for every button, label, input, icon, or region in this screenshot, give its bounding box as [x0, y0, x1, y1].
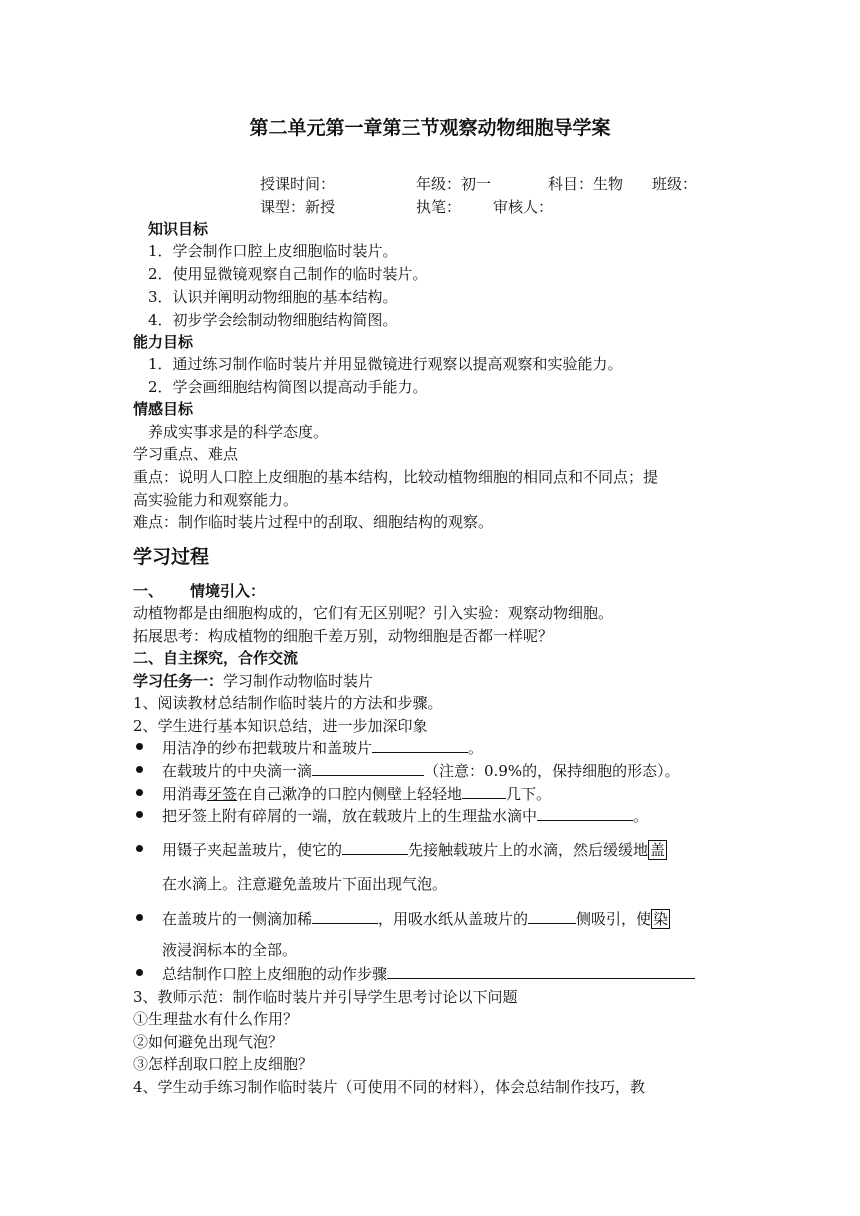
difficulty-line: 难点：制作临时装片过程中的刮取、细胞结构的观察。 — [133, 513, 494, 531]
reviewer-label: 审核人： — [493, 198, 554, 216]
bullet-icon — [136, 914, 143, 921]
section-title: 情境引入： — [190, 582, 266, 600]
bullet-text: 在载玻片的中央滴一滴 — [162, 762, 313, 780]
ability-goal-item: 1．通过练习制作临时装片并用显微镜进行观察以提高观察和实验能力。 — [148, 355, 623, 373]
answer-blank[interactable] — [528, 909, 576, 924]
question-line: ③怎样刮取口腔上皮细胞？ — [133, 1055, 314, 1073]
bullet-continuation: 在水滴上。注意避免盖玻片下面出现气泡。 — [162, 875, 448, 893]
bullet-icon — [136, 789, 143, 796]
intro-line: 拓展思考：构成植物的细胞千差万别，动物细胞是否都一样呢？ — [133, 627, 554, 645]
process-heading: 学习过程 — [133, 546, 210, 568]
knowledge-goals-heading: 知识目标 — [148, 220, 209, 238]
bullet-text: 。 — [633, 807, 649, 825]
lesson-time-label: 授课时间： — [260, 175, 336, 193]
bullet-text: 先接触载玻片上的水滴，然后缓缓地 — [408, 841, 649, 859]
boxed-char: 染 — [653, 910, 669, 928]
bullet-text: ，用吸水纸从盖玻片的 — [378, 910, 529, 928]
bullet-icon — [136, 743, 143, 750]
section-number: 一、 — [133, 582, 164, 600]
bullet-text: 。 — [468, 739, 484, 757]
task-label: 学习任务一： — [133, 672, 224, 690]
task-text: 学习制作动物临时装片 — [223, 672, 374, 690]
question-line: ①生理盐水有什么作用？ — [133, 1010, 299, 1028]
bullet-item — [162, 909, 670, 929]
ability-goal-item: 2．学会画细胞结构简图以提高动手能力。 — [148, 378, 428, 396]
intro-line: 动植物都是由细胞构成的，它们有无区别呢？引入实验：观察动物细胞。 — [133, 604, 614, 622]
bullet-text: 用镊子夹起盖玻片，使它的 — [162, 841, 343, 859]
section-title: 二、自主探究，合作交流 — [133, 649, 299, 667]
grade-label: 年级：初一 — [416, 175, 492, 193]
answer-blank[interactable] — [537, 806, 633, 821]
emotion-goal-text: 养成实事求是的科学态度。 — [148, 423, 329, 441]
key-point-line: 高实验能力和观察能力。 — [133, 491, 299, 509]
step-line: 3、教师示范：制作临时装片并引导学生思考讨论以下问题 — [133, 988, 518, 1006]
answer-blank[interactable] — [387, 964, 695, 979]
answer-blank[interactable] — [312, 909, 378, 924]
bullet-item — [162, 964, 695, 984]
lesson-type-label: 课型：新授 — [260, 198, 336, 216]
bullet-item — [162, 806, 648, 826]
bullet-icon — [136, 811, 143, 818]
focus-heading: 学习重点、难点 — [133, 445, 239, 463]
subject-label: 科目：生物 — [548, 175, 624, 193]
bullet-icon — [136, 845, 143, 852]
emotion-goals-heading: 情感目标 — [133, 400, 194, 418]
bullet-icon — [136, 766, 143, 773]
bullet-text: 几下。 — [506, 785, 552, 803]
bullet-text: 在自己漱净的口腔内侧壁上轻轻地 — [237, 785, 463, 803]
underlined-text: 牙签 — [207, 785, 238, 803]
answer-blank[interactable] — [462, 784, 506, 799]
knowledge-goal-item: 1．学会制作口腔上皮细胞临时装片。 — [148, 242, 398, 260]
answer-blank[interactable] — [312, 761, 424, 776]
bullet-text: 侧吸引，使 — [576, 910, 652, 928]
bullet-text: 用洁净的纱布把载玻片和盖玻片 — [162, 739, 373, 757]
ability-goals-heading: 能力目标 — [133, 333, 194, 351]
step-line: 2、学生进行基本知识总结，进一步加深印象 — [133, 717, 428, 735]
class-label: 班级： — [652, 175, 698, 193]
bullet-icon — [136, 969, 143, 976]
bullet-text: 把牙签上附有碎屑的一端，放在载玻片上的生理盐水滴中 — [162, 807, 538, 825]
bullet-text: 在盖玻片的一侧滴加稀 — [162, 910, 313, 928]
bullet-item — [162, 784, 551, 804]
knowledge-goal-item: 2．使用显微镜观察自己制作的临时装片。 — [148, 265, 428, 283]
bullet-item — [162, 738, 483, 758]
knowledge-goal-item: 4．初步学会绘制动物细胞结构简图。 — [148, 311, 398, 329]
document-title: 第二单元第一章第三节观察动物细胞导学案 — [249, 117, 611, 139]
key-point-line: 重点：说明人口腔上皮细胞的基本结构，比较动植物细胞的相同点和不同点；提 — [133, 468, 659, 486]
question-line: ②如何避免出现气泡？ — [133, 1033, 284, 1051]
step-line: 1、阅读教材总结制作临时装片的方法和步骤。 — [133, 694, 443, 712]
bullet-item — [162, 761, 680, 781]
task-line — [133, 671, 373, 691]
boxed-char: 盖 — [650, 841, 666, 859]
step-line: 4、学生动手练习制作临时装片（可使用不同的材料），体会总结制作技巧，教 — [133, 1078, 646, 1096]
answer-blank[interactable] — [342, 840, 408, 855]
bullet-text: （注意：0.9%的，保持细胞的形态）。 — [424, 762, 680, 780]
bullet-text: 总结制作口腔上皮细胞的动作步骤 — [162, 965, 388, 983]
bullet-text: 用消毒 — [162, 785, 208, 803]
bullet-continuation: 液浸润标本的全部。 — [162, 941, 298, 959]
bullet-item — [162, 840, 667, 860]
answer-blank[interactable] — [372, 738, 468, 753]
knowledge-goal-item: 3．认识并阐明动物细胞的基本结构。 — [148, 288, 398, 306]
writer-label: 执笔： — [416, 198, 462, 216]
